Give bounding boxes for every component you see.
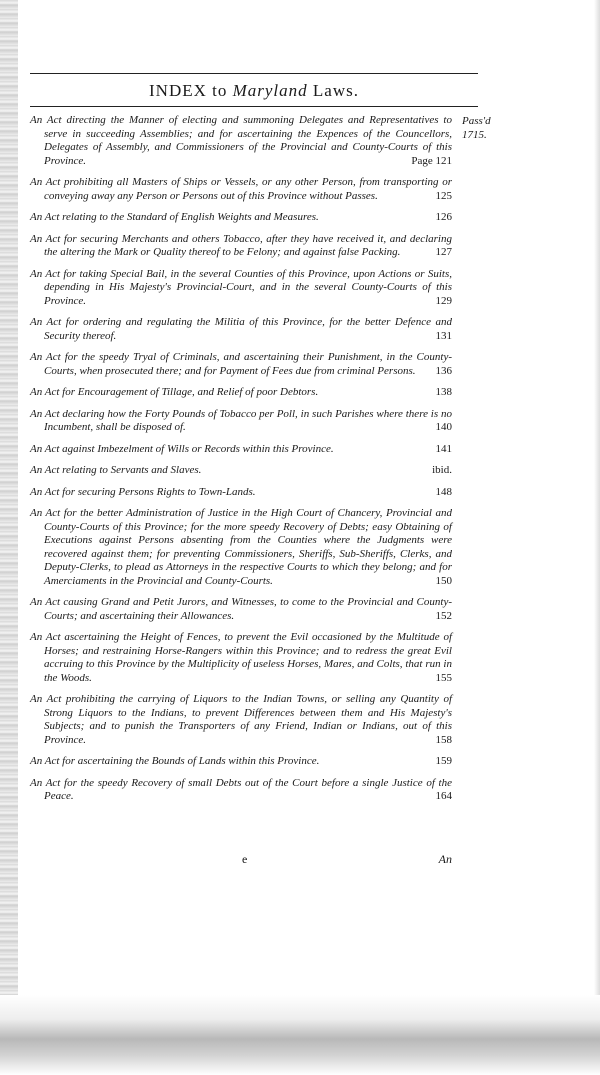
page-edge-right (594, 0, 600, 1075)
entry-title: An Act directing the Manner of electing and summoning Delegates and Representatives to serve in succeeding Assemblies; and for ascertaining the Expences of the Councellors, Delegates of Assembly, and Commissioners of the Provincial and County-Courts of this Province. (30, 114, 452, 167)
entry-page: 136 (435, 364, 452, 377)
entry-page: 138 (435, 386, 452, 398)
page-header (30, 78, 478, 104)
entry-title: An Act for the speedy Recovery of small Debts out of the Court before a single Justice of the Peace. (30, 776, 452, 802)
entry-page: 126 (435, 211, 452, 223)
entry-title: An Act for Encouragement of Tillage, and Relief of poor Debtors. (30, 386, 319, 398)
index-entry (30, 693, 452, 747)
entry-title: An Act relating to Servants and Slaves. (30, 464, 202, 476)
margin-note-line2: 1715. (462, 129, 487, 141)
entry-title: An Act against Imbezelment of Wills or Records within this Province. (30, 442, 334, 455)
entry-page: 152 (435, 609, 452, 622)
entry-page: 125 (435, 189, 452, 202)
header-suffix: Laws. (312, 81, 359, 100)
signature-mark: e (242, 852, 248, 866)
margin-note-line1: Pass'd (462, 115, 491, 127)
entry-title: An Act declaring how the Forty Pounds of Tobacco per Poll, in such Parishes where there is no Incumbent, shall be disposed of. (30, 407, 452, 433)
index-entries (30, 114, 452, 812)
header-prefix: INDEX to (149, 81, 228, 100)
entry-page: 159 (435, 755, 452, 767)
index-entry (30, 408, 452, 435)
entry-title: An Act for ordering and regulating the Militia of this Province, for the better Defence and Security thereof. (30, 316, 452, 342)
index-entry (30, 777, 452, 804)
index-entry (30, 176, 452, 203)
index-entry (30, 211, 452, 225)
entry-page: 131 (435, 329, 452, 342)
page-edge-left (0, 0, 18, 1075)
index-entry (30, 316, 452, 343)
entry-page: 127 (435, 246, 452, 258)
index-entry (30, 486, 452, 500)
index-entry (30, 233, 452, 260)
entry-title: An Act for securing Merchants and others Tobacco, after they have received it, and declaring the altering the Mark or Quality thereof to be Felony; and against false Packing. (30, 232, 452, 258)
entry-page: 141 (435, 442, 452, 455)
index-entry (30, 596, 452, 623)
index-entry (30, 443, 452, 457)
index-entry (30, 114, 452, 168)
entry-page: 164 (435, 790, 452, 802)
entry-title: An Act ascertaining the Height of Fences, to prevent the Evil occasioned by the Multitude of Horses; and restraining Horse-Rangers within this Province; and to redress the great Evil accruing to this Province by the Multiplicity of useless Horses, Mares, and Colts, that run in the Woods. (30, 631, 452, 684)
catchword: An (438, 852, 452, 866)
entry-page: 148 (435, 485, 452, 498)
index-entry (30, 386, 452, 400)
index-entry (30, 268, 452, 309)
entry-title: An Act for taking Special Bail, in the several Counties of this Province, upon Actions or Suits, depending in His Majesty's Provincial-Court, and in the several County-Courts of this Province. (30, 267, 452, 307)
entry-title: An Act prohibiting all Masters of Ships or Vessels, or any other Person, from transporting or conveying away any Person or Persons out of this Province without Passes. (30, 176, 452, 202)
entry-title: An Act relating to the Standard of English Weights and Measures. (30, 211, 319, 223)
entry-page: ibid. (432, 464, 452, 476)
entry-page: 158 (435, 733, 452, 746)
entry-title: An Act for securing Persons Rights to Town-Lands. (30, 485, 256, 498)
header-state: Maryland (232, 81, 308, 100)
entry-title: An Act causing Grand and Petit Jurors, and Witnesses, to come to the Provincial and County-Courts; and ascertaining their Allowances. (30, 596, 452, 622)
index-entry (30, 631, 452, 685)
page-edge-bottom (0, 995, 600, 1075)
index-entry (30, 464, 452, 478)
entry-page: 150 (435, 574, 452, 587)
index-entry (30, 755, 452, 769)
page-footer (30, 852, 452, 868)
entry-title: An Act for ascertaining the Bounds of Lands within this Province. (30, 755, 320, 767)
entry-title: An Act for the speedy Tryal of Criminals, and ascertaining their Punishment, in the County-Courts, when prosecuted there; and for Payment of Fees due from criminal Persons. (30, 351, 452, 377)
margin-note (462, 114, 522, 142)
top-rule (30, 73, 478, 74)
index-entry (30, 507, 452, 588)
entry-page: 155 (435, 671, 452, 684)
entry-title: An Act prohibiting the carrying of Liquors to the Indian Towns, or selling any Quantity of Strong Liquors to the Indians, to prevent Differences between them and His Majesty's Subjects; and to punish the Transporters of any Friend, Indian or Indians, out of this Province. (30, 693, 452, 746)
entry-page: 140 (435, 421, 452, 433)
header-rule (30, 106, 478, 107)
index-entry (30, 351, 452, 378)
entry-title: An Act for the better Administration of Justice in the High Court of Chancery, Provincial and County-Courts of this Province; for the more speedy Recovery of Debts; easy Obtaining of Executions against Persons absenting from the Counties where the Judgments were recovered against them; for preventing Commissioners, Sheriffs, Sub-Sheriffs, Clerks, and Deputy-Clerks, to plead as Attorneys in the respective Courts to which they belong; and for Amerciaments in the Provincial and County-Courts. (30, 507, 452, 587)
entry-page: Page 121 (411, 154, 452, 167)
entry-page: 129 (435, 294, 452, 307)
